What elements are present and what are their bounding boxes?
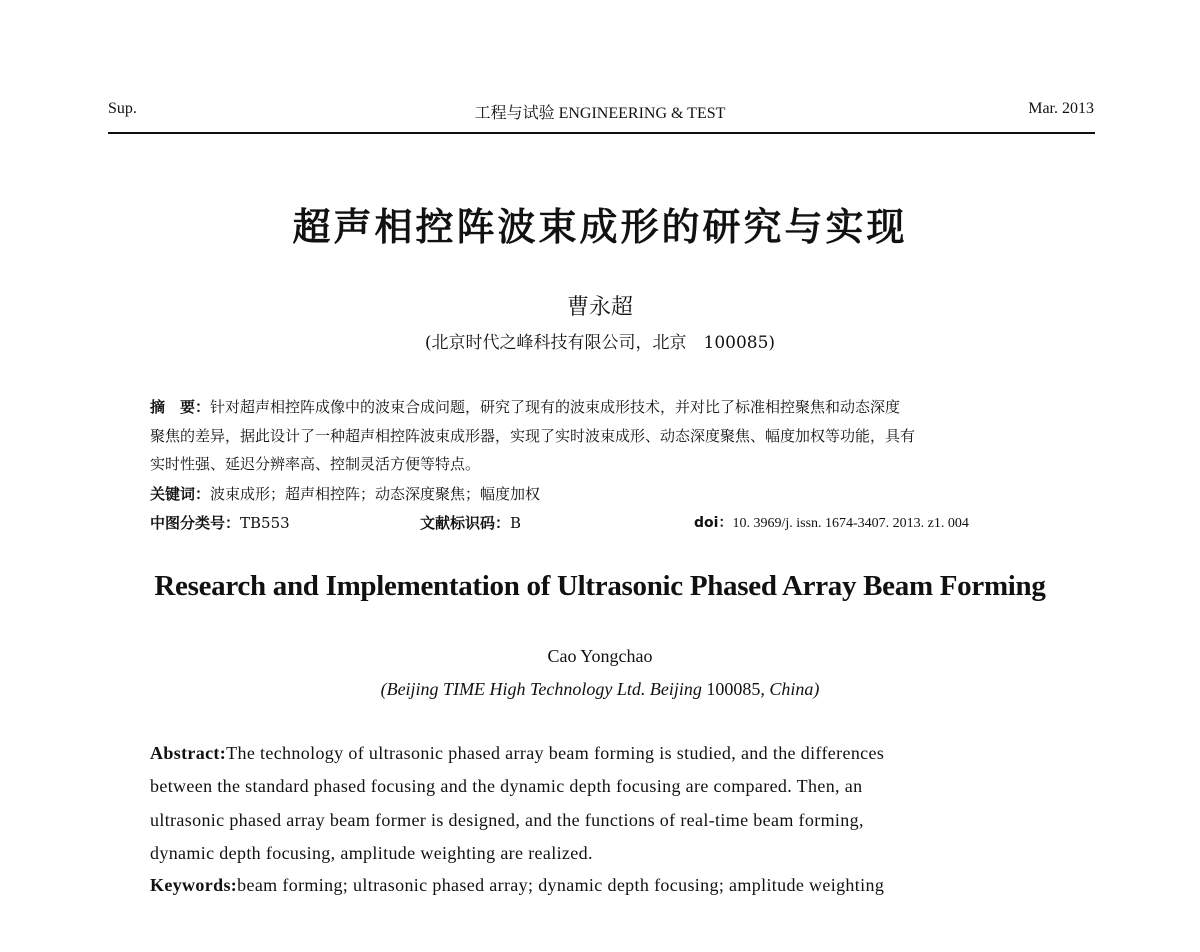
english-abstract-label: Abstract: <box>150 743 227 763</box>
chinese-author: 曹永超 <box>566 295 633 320</box>
english-affiliation-org: (Beijing TIME High Technology Ltd. Beijing <box>380 679 707 699</box>
issue-date: Mar. 2013 <box>1028 100 1094 117</box>
english-abstract-line <box>150 743 884 764</box>
english-abstract-line: dynamic depth focusing, amplitude weighting are realized. <box>150 843 593 863</box>
english-keywords-label: Keywords: <box>150 875 238 895</box>
chinese-abstract-label: 摘 要： <box>150 398 211 416</box>
chinese-keywords-label: 关键词： <box>150 485 211 503</box>
header-rule <box>108 132 1095 134</box>
english-affiliation-postcode: 100085 <box>706 679 761 699</box>
journal-name: 工程与试验 ENGINEERING & TEST <box>474 105 726 122</box>
english-affiliation-country: , China) <box>760 679 820 699</box>
chinese-abstract-text: 针对超声相控阵成像中的波束合成问题，研究了现有的波束成形技术，并对比了标准相控聚焦和动态深度 <box>210 398 901 416</box>
classification-value: TB553 <box>240 514 290 532</box>
chinese-keywords-text: 波束成形；超声相控阵；动态深度聚焦；幅度加权 <box>210 485 541 503</box>
chinese-title: 超声相控阵波束成形的研究与实现 <box>292 205 908 249</box>
english-author: Cao Yongchao <box>547 646 653 666</box>
doi-label: doi： <box>694 515 733 531</box>
document-code-value: B <box>510 514 522 532</box>
chinese-abstract-line: 聚焦的差异，据此设计了一种超声相控阵波束成形器，实现了实时波束成形、动态深度聚焦、幅度加权等功能，具有 <box>150 427 916 445</box>
chinese-abstract-line: 实时性强、延迟分辨率高、控制灵活方便等特点。 <box>150 455 481 473</box>
document-code <box>420 512 521 533</box>
doi-value: 10. 3969/j. issn. 1674-3407. 2013. z1. 004 <box>732 516 969 531</box>
classification-number <box>150 512 290 534</box>
english-affiliation <box>0 679 1200 700</box>
document-code-label: 文献标识码： <box>420 514 511 532</box>
chinese-affiliation: (北京时代之峰科技有限公司，北京 100085) <box>424 333 776 353</box>
english-abstract-line: between the standard phased focusing and the dynamic depth focusing are compared. Then, an <box>150 776 863 796</box>
chinese-keywords <box>150 483 540 505</box>
doi <box>694 512 969 532</box>
english-keywords-text: beam forming; ultrasonic phased array; dynamic depth focusing; amplitude weighting <box>237 875 885 895</box>
english-keywords <box>150 875 884 896</box>
chinese-abstract-line <box>150 396 900 418</box>
classification-label: 中图分类号： <box>150 514 241 532</box>
english-abstract-text: The technology of ultrasonic phased array beam forming is studied, and the differences <box>226 743 885 763</box>
journal-supplement-label: Sup. <box>108 100 137 117</box>
english-abstract-line: ultrasonic phased array beam former is designed, and the functions of real-time beam forming, <box>150 810 864 830</box>
english-title: Research and Implementation of Ultrasonic Phased Array Beam Forming <box>154 570 1046 602</box>
